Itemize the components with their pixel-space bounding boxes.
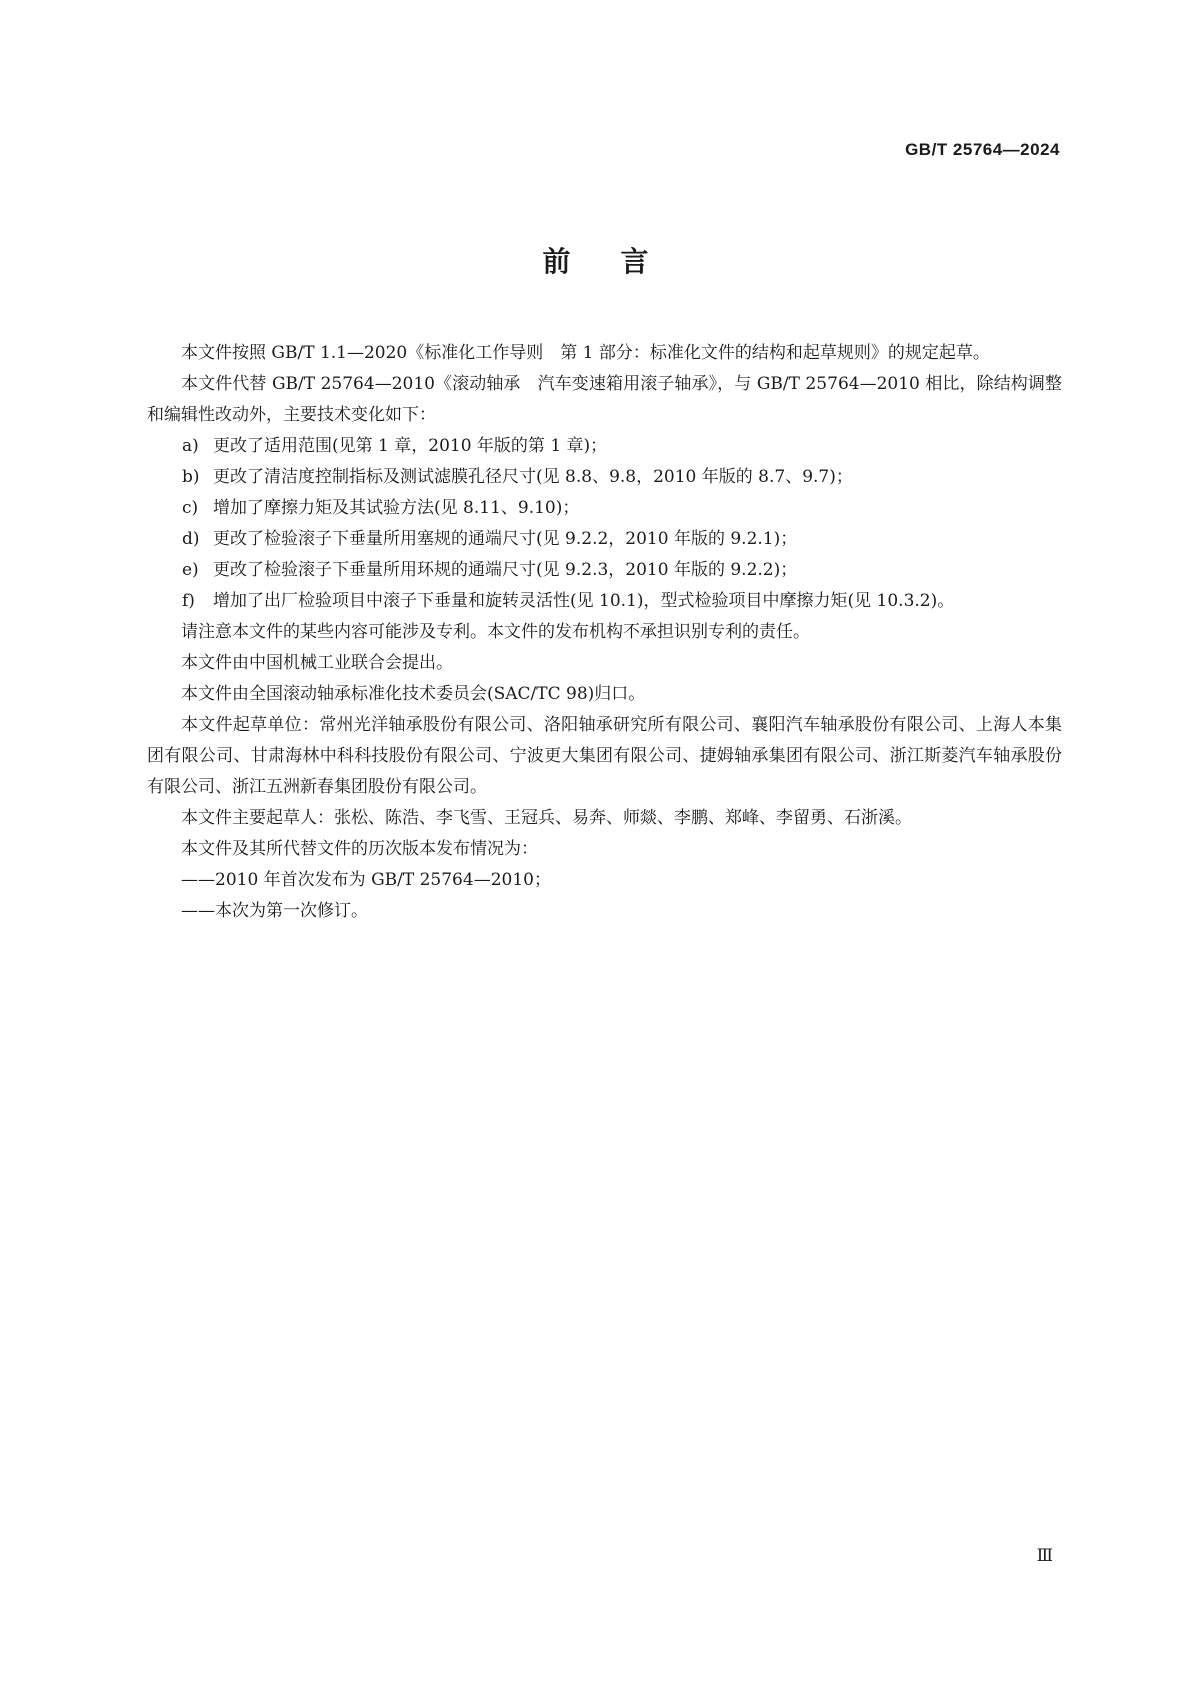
paragraph-proposer: 本文件由中国机械工业联合会提出。 <box>181 653 453 673</box>
changes-list <box>147 431 1062 617</box>
list-item <box>147 431 1062 462</box>
paragraph-committee: 本文件由全国滚动轴承标准化技术委员会(SAC/TC 98)归口。 <box>181 684 646 704</box>
page-number: Ⅲ <box>1036 1546 1053 1566</box>
list-item-text: 更改了检验滚子下垂量所用环规的通端尺寸(见 9.2.3，2010 年版的 9.2.2)； <box>213 560 798 580</box>
page-title: 前言 <box>542 245 699 278</box>
list-item <box>147 586 1062 617</box>
list-item <box>147 555 1062 586</box>
list-item-text: 更改了清洁度控制指标及测试滤膜孔径尺寸(见 8.8、9.8，2010 年版的 8.7、9.7)； <box>213 467 853 487</box>
standard-code: GB/T 25764—2024 <box>905 140 1060 159</box>
paragraph-replacement: 本文件代替 GB/T 25764—2010《滚动轴承 汽车变速箱用滚子轴承》，与 GB/T 25764—2010 相比，除结构调整和编辑性改动外，主要技术变化如下： <box>147 374 1062 425</box>
list-item <box>147 462 1062 493</box>
list-item-text: 增加了摩擦力矩及其试验方法(见 8.11、9.10)； <box>213 498 580 518</box>
paragraph-patent-notice: 请注意本文件的某些内容可能涉及专利。本文件的发布机构不承担识别专利的责任。 <box>181 622 810 642</box>
list-item-marker: f) <box>182 591 195 611</box>
paragraph-history-first: ——2010 年首次发布为 GB/T 25764—2010； <box>181 870 551 890</box>
list-item-text: 增加了出厂检验项目中滚子下垂量和旋转灵活性(见 10.1)，型式检验项目中摩擦力矩(见 10.3.2)。 <box>213 591 955 611</box>
list-item-text: 更改了适用范围(见第 1 章，2010 年版的第 1 章)； <box>213 436 608 456</box>
list-item <box>147 493 1062 524</box>
paragraph-drafters: 本文件主要起草人：张松、陈浩、李飞雪、王冠兵、易奔、师燚、李鹏、郑峰、李留勇、石浙溪。 <box>181 808 912 828</box>
paragraph-drafting-rules: 本文件按照 GB/T 1.1—2020《标准化工作导则 第 1 部分：标准化文件的结构和起草规则》的规定起草。 <box>181 343 990 363</box>
paragraph-history-revision: ——本次为第一次修订。 <box>181 901 368 921</box>
document-body <box>147 338 1062 927</box>
list-item <box>147 524 1062 555</box>
paragraph-drafting-units: 本文件起草单位：常州光洋轴承股份有限公司、洛阳轴承研究所有限公司、襄阳汽车轴承股份有限公司、上海人本集团有限公司、甘肃海林中科科技股份有限公司、宁波更大集团有限公司、捷姆轴承集团有限公司、浙江斯菱汽车轴承股份有限公司、浙江五洲新春集团股份有限公司。 <box>147 715 1062 797</box>
list-item-marker: c) <box>182 498 199 518</box>
list-item-marker: d) <box>182 529 200 549</box>
list-item-marker: b) <box>182 467 200 487</box>
list-item-text: 更改了检验滚子下垂量所用塞规的通端尺寸(见 9.2.2，2010 年版的 9.2.1)； <box>213 529 798 549</box>
list-item-marker: e) <box>182 560 199 580</box>
paragraph-history-intro: 本文件及其所代替文件的历次版本发布情况为： <box>181 839 538 859</box>
list-item-marker: a) <box>182 436 199 456</box>
